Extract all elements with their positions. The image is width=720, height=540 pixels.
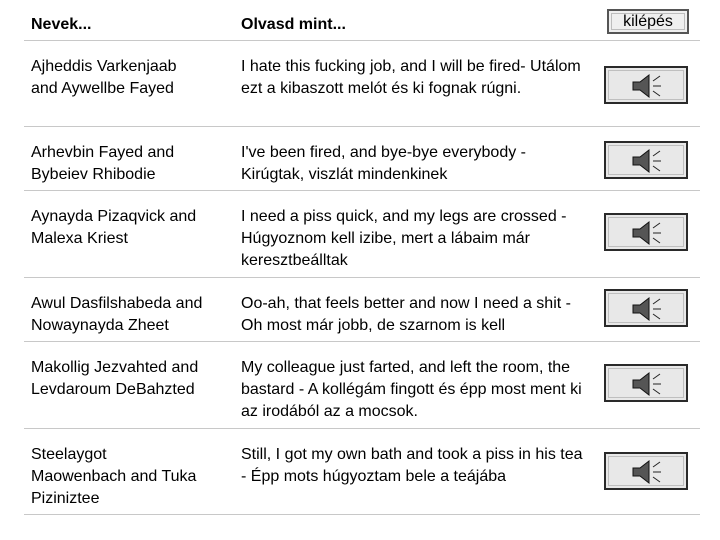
reading-cell: I've been fired, and bye-bye everybody - Kirúgtak, viszlát mindenkinek — [241, 144, 526, 183]
table-row — [24, 429, 700, 515]
play-sound-button[interactable] — [604, 141, 688, 179]
name-cell: Ajheddis Varkenjaab and Aywellbe Fayed — [31, 58, 177, 97]
speaker-icon — [631, 72, 665, 100]
name-cell: Aynayda Pizaqvick and Malexa Kriest — [31, 208, 197, 247]
speaker-icon — [631, 370, 665, 398]
read-as-column-header: Olvasd mint... — [241, 16, 346, 33]
table-header — [24, 0, 700, 41]
speaker-icon — [631, 219, 665, 247]
table-row — [24, 41, 700, 127]
exit-button[interactable]: kilépés — [607, 9, 689, 34]
reading-cell: Still, I got my own bath and took a piss in his tea - Épp mots húgyoztam bele a teájába — [241, 446, 583, 485]
reading-cell: I hate this fucking job, and I will be fired- Utálom ezt a kibaszott melót és ki fognak rúgni. — [241, 58, 581, 97]
names-column-header: Nevek... — [31, 16, 92, 33]
phrase-table — [24, 41, 700, 515]
speaker-icon — [631, 147, 665, 175]
play-sound-button[interactable] — [604, 364, 688, 402]
table-row — [24, 127, 700, 191]
name-cell: Steelaygot Maowenbach and Tuka Piziniztee — [31, 446, 197, 507]
table-row — [24, 278, 700, 342]
name-cell: Makollig Jezvahted and Levdaroum DeBahzted — [31, 359, 199, 398]
play-sound-button[interactable] — [604, 289, 688, 327]
name-cell: Arhevbin Fayed and Bybeiev Rhibodie — [31, 144, 175, 183]
reading-cell: Oo-ah, that feels better and now I need a shit - Oh most már jobb, de szarnom is kell — [241, 295, 571, 334]
reading-cell: I need a piss quick, and my legs are crossed - Húgyoznom kell izibe, mert a lábaim már keresztbeálltak — [241, 208, 567, 269]
table-row — [24, 191, 700, 278]
speaker-icon — [631, 458, 665, 486]
table-row — [24, 342, 700, 429]
play-sound-button[interactable] — [604, 213, 688, 251]
play-sound-button[interactable] — [604, 66, 688, 104]
play-sound-button[interactable] — [604, 452, 688, 490]
reading-cell: My colleague just farted, and left the room, the bastard - A kollégám fingott és épp most ment ki az irodából az a mocsok. — [241, 359, 582, 420]
name-cell: Awul Dasfilshabeda and Nowaynayda Zheet — [31, 295, 203, 334]
speaker-icon — [631, 295, 665, 323]
